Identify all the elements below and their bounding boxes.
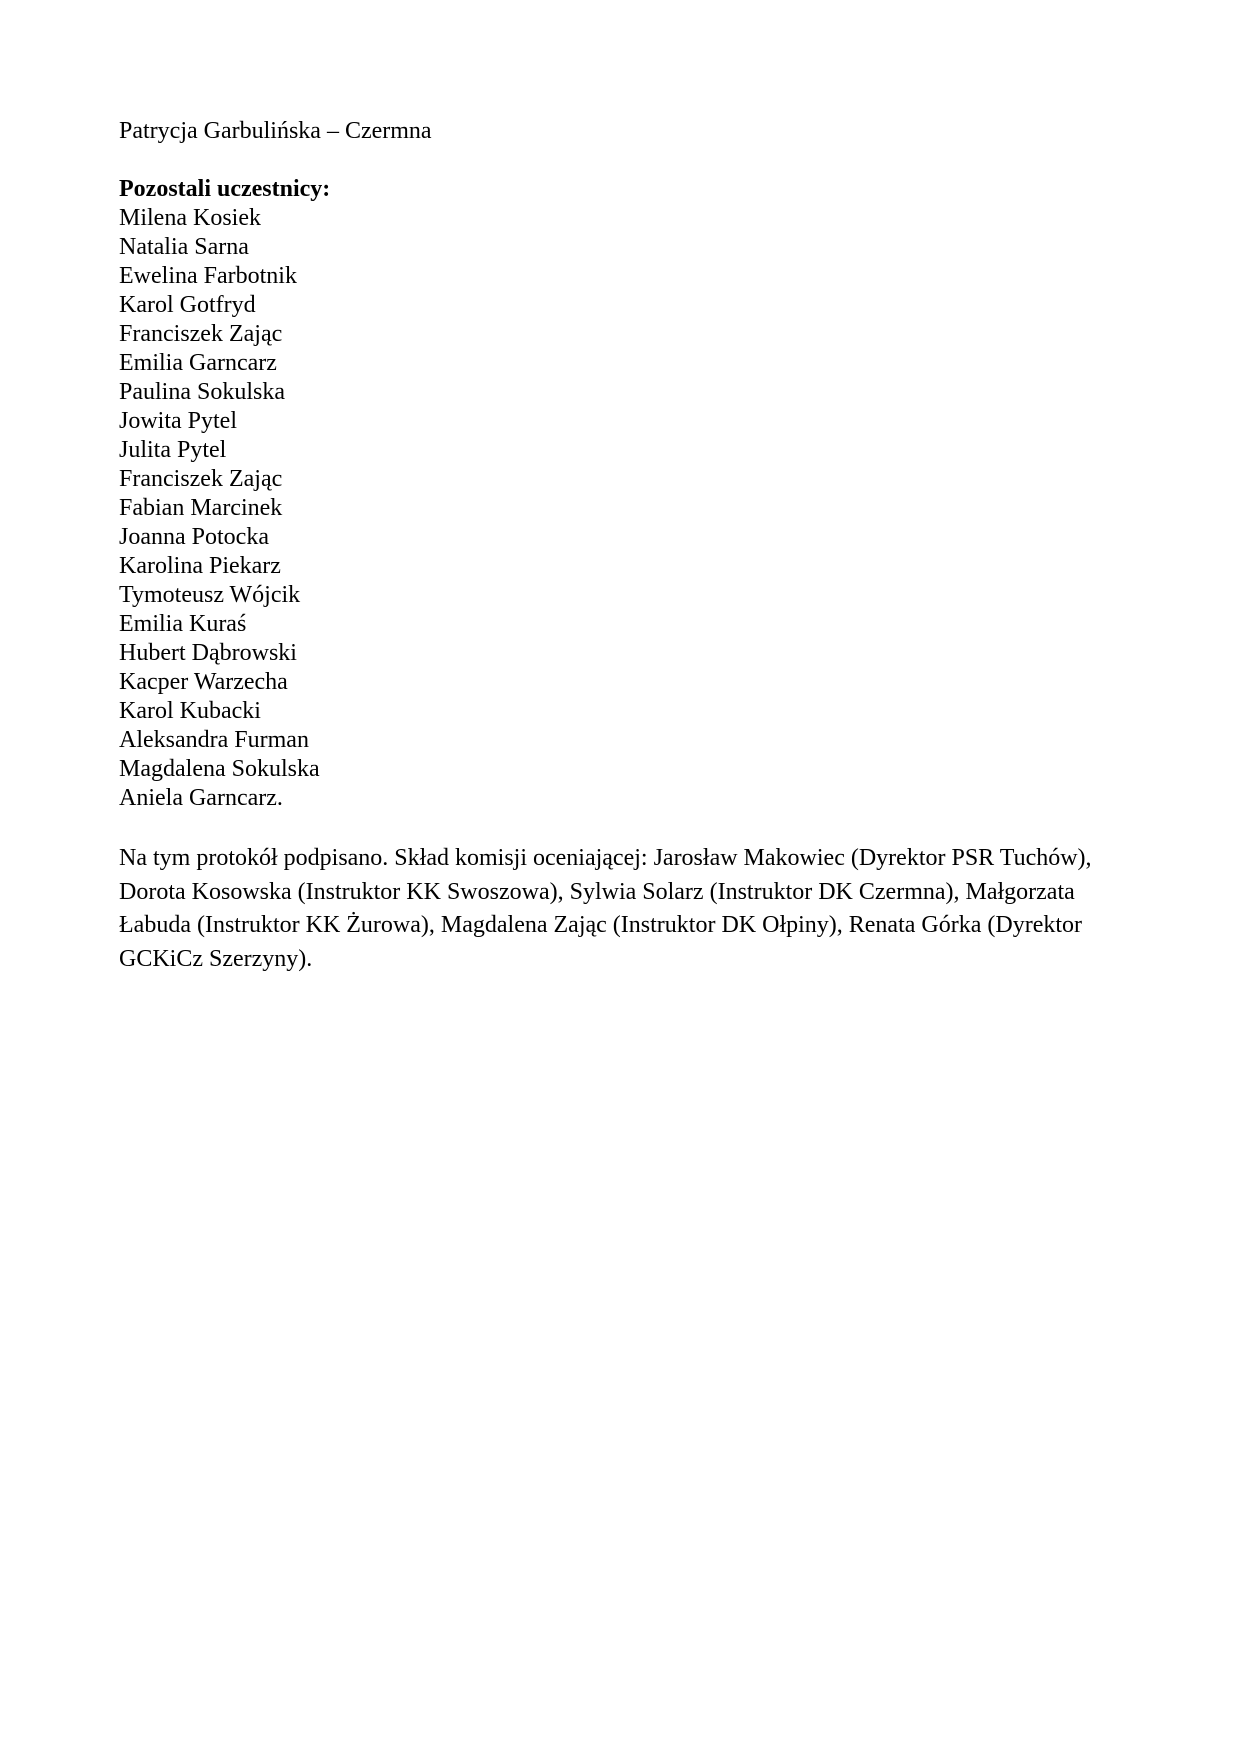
document-body (119, 117, 1129, 976)
participant-item: Paulina Sokulska (119, 379, 285, 405)
participant-item: Magdalena Sokulska (119, 756, 320, 782)
participant-item: Milena Kosiek (119, 205, 261, 231)
participant-item: Ewelina Farbotnik (119, 263, 297, 289)
participant-item: Kacper Warzecha (119, 669, 288, 695)
participant-item: Aniela Garncarz. (119, 785, 283, 811)
participant-item: Joanna Potocka (119, 524, 269, 550)
participant-item: Karol Kubacki (119, 698, 261, 724)
participant-item: Natalia Sarna (119, 234, 249, 260)
participant-item: Fabian Marcinek (119, 495, 283, 521)
participant-item: Emilia Kuraś (119, 611, 247, 637)
participant-item: Franciszek Zając (119, 466, 283, 492)
participant-item: Jowita Pytel (119, 408, 237, 434)
closing-paragraph: Na tym protokół podpisano. Skład komisji oceniającej: Jarosław Makowiec (Dyrektor PSR Tuchów), Dorota Kosowska (Instruktor KK Swoszowa), Sylwia Solarz (Instruktor DK Czermna), Małgorzata Łabuda (Instruktor KK Żurowa), Magdalena Zając (Instruktor DK Ołpiny), Renata Górka (Dyrektor GCKiCz Szerzyny). (119, 845, 1092, 972)
participant-item: Karolina Piekarz (119, 553, 281, 579)
participant-item: Karol Gotfryd (119, 292, 256, 318)
participants-list (119, 204, 1129, 813)
participant-item: Julita Pytel (119, 437, 227, 463)
participant-item: Hubert Dąbrowski (119, 640, 297, 666)
participant-item: Franciszek Zając (119, 321, 283, 347)
section-heading: Pozostali uczestnicy: (119, 176, 331, 202)
participant-item: Emilia Garncarz (119, 350, 277, 376)
participant-item: Tymoteusz Wójcik (119, 582, 301, 608)
top-participant-line: Patrycja Garbulińska – Czermna (119, 118, 432, 144)
participant-item: Aleksandra Furman (119, 727, 309, 753)
